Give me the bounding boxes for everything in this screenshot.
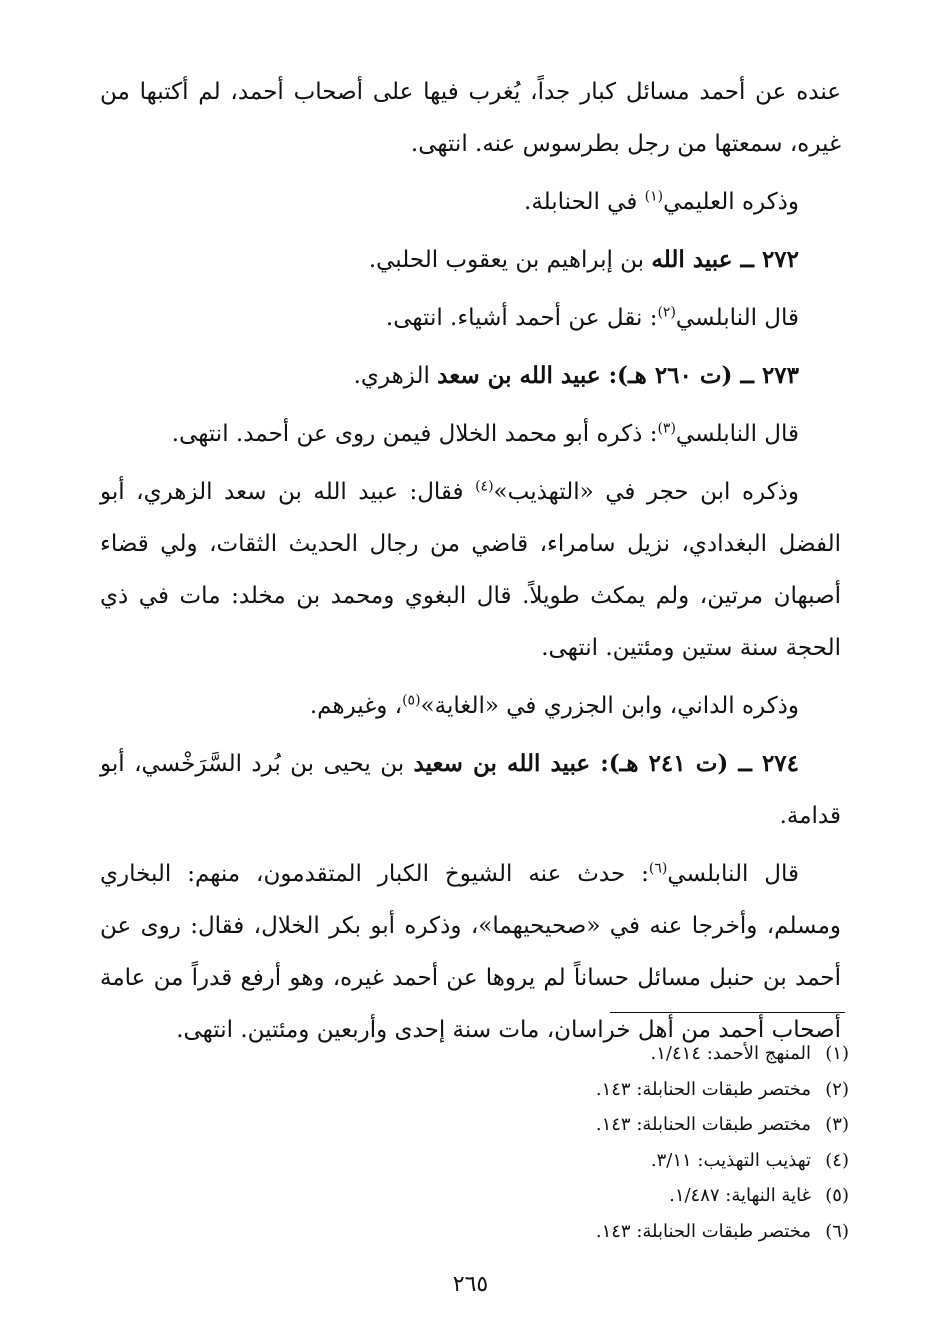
footnote-divider [610,1012,845,1013]
paragraph-text: : نقل عن أحمد أشياء. انتهى. [385,305,658,331]
paragraph [100,466,841,674]
page-number: ٢٦٥ [452,1272,489,1297]
footnote-reference[interactable]: (٤) [475,478,494,495]
paragraph [100,176,841,228]
footnote-text: المنهج الأحمد: ١/٤١٤. [650,1043,811,1064]
paragraph-text: بن إبراهيم بن يعقوب الحلبي. [368,247,652,273]
footnote-item [449,1143,849,1179]
footnote-reference[interactable]: (٣) [657,420,676,437]
paragraph [100,350,841,402]
paragraph-text: الزهري. [353,363,438,389]
footnote-number: (٣) [825,1114,849,1135]
paragraph-text: : حدث عنه الشيوخ الكبار المتقدمون، منهم: البخاري ومسلم، وأخرجا عنه في «صحيحيهما»، وذكره أبو بكر الخلال، فقال: روى عن أحمد بن حنبل مسائل حساناً لم يروها عن أحمد غيره، وهو أرفع قدراً من عامة أصحاب أحمد من أهل خراسان، مات سنة إحدى وأربعين ومئتين. انتهى. [100,861,841,1043]
paragraph-text: قال النابلسي [675,305,799,331]
footnote-text: مختصر طبقات الحنابلة: ١٤٣. [595,1078,811,1100]
paragraph-text: وذكره العليمي [663,189,799,215]
footnotes [449,1036,849,1249]
footnote-text: غاية النهاية: ١/٤٨٧. [669,1185,811,1206]
paragraph [100,738,841,842]
paragraph-text: وذكره الداني، وابن الجزري في «الغاية» [420,693,799,719]
paragraph-text: ، وغيرهم. [309,693,403,719]
footnote-item [449,1178,849,1214]
entry-heading: ٢٧٣ ــ (ت ٢٦٠ هـ): عبيد الله بن سعد [437,362,799,389]
footnote-reference[interactable]: (٢) [657,304,676,321]
footnote-number: (٢) [825,1078,849,1100]
paragraph [100,66,841,170]
paragraph [100,680,841,732]
paragraph [100,234,841,286]
footnote-item [449,1036,849,1072]
footnote-number: (١) [825,1043,849,1064]
footnote-item [449,1072,849,1108]
footnote-text: مختصر طبقات الحنابلة: ١٤٣. [595,1220,811,1242]
paragraph [100,408,841,460]
paragraph-text: قال النابلسي [675,421,799,447]
paragraph-text: : ذكره أبو محمد الخلال فيمن روى عن أحمد. انتهى. [171,421,658,447]
footnote-item [449,1214,849,1250]
footnote-text: تهذيب التهذيب: ٣/١١. [650,1149,811,1171]
paragraph-text: في الحنابلة. [524,189,645,215]
footnote-number: (٤) [825,1149,849,1171]
footnote-reference[interactable]: (٥) [402,692,421,709]
entry-heading: ٢٧٢ ــ عبيد الله [651,246,799,273]
main-text [100,66,841,1062]
footnote-text: مختصر طبقات الحنابلة: ١٤٣. [595,1114,811,1135]
paragraph-text: بن يحيى بن بُرد السَّرَخْسي، أبو قدامة. [100,751,841,829]
footnote-reference[interactable]: (٦) [648,860,668,877]
entry-heading: ٢٧٤ ــ (ت ٢٤١ هـ): عبيد الله بن سعيد [413,750,799,777]
paragraph [100,848,841,1056]
paragraph-text: فقال: عبيد الله بن سعد الزهري، أبو الفضل البغدادي، نزيل سامراء، قاضي من رجال الحديث الثقات، ولي قضاء أصبهان مرتين، ولم يمكث طويلاً. قال البغوي ومحمد بن مخلد: مات في ذي الحجة سنة ستين ومئتين. انتهى. [100,479,841,661]
footnote-item [449,1107,849,1143]
paragraph [100,292,841,344]
paragraph-text: عنده عن أحمد مسائل كبار جداً، يُغرب فيها على أصحاب أحمد، لم أكتبها من غيره، سمعتها من رجل بطرسوس عنه. انتهى. [100,79,841,157]
footnote-number: (٦) [825,1220,849,1242]
footnote-reference[interactable]: (١) [644,188,664,205]
footnote-number: (٥) [825,1185,849,1206]
paragraph-text: قال النابلسي [667,861,799,887]
paragraph-text: وذكره ابن حجر في «التهذيب» [493,479,799,505]
